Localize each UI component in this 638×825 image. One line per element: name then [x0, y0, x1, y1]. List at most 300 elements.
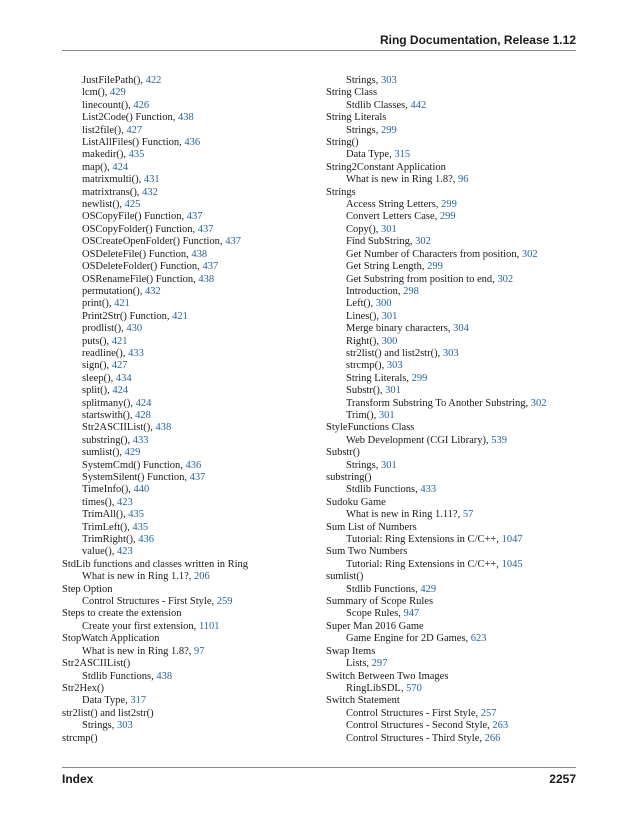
page-link[interactable]: 97: [193, 645, 205, 657]
page-link[interactable]: 423: [117, 496, 133, 508]
index-entry-text: String Literals: [326, 112, 387, 124]
index-entry-text: Get Substring from position to end,: [346, 273, 498, 285]
index-entry-text: String Literals,: [346, 372, 412, 384]
index-entry-text: linecount(),: [82, 99, 134, 111]
index-entry-text: Sudoku Game: [326, 496, 386, 508]
page-link[interactable]: 297: [371, 658, 388, 670]
page-link[interactable]: 1101: [198, 620, 220, 632]
index-column-right: [326, 75, 586, 745]
index-subentry: [326, 261, 586, 273]
index-entry-text: What is new in Ring 1.11?,: [346, 509, 463, 521]
page-link[interactable]: 317: [130, 695, 147, 707]
index-entry-text: Summary of Scope Rules: [326, 596, 434, 608]
page-link[interactable]: 424: [112, 161, 129, 173]
index-entry-text: str2list() and list2str(),: [346, 347, 443, 359]
page-link[interactable]: 436: [138, 534, 154, 546]
index-entry-text: Stdlib Classes,: [346, 99, 411, 111]
page-link[interactable]: 299: [411, 372, 428, 384]
index-subentry: [76, 298, 336, 310]
page-link[interactable]: 436: [185, 459, 202, 471]
index-entry-text: Substr(),: [346, 385, 386, 397]
index-entry-text: Data Type,: [346, 149, 395, 161]
page-link[interactable]: 433: [420, 484, 437, 496]
page-link[interactable]: 429: [110, 87, 126, 99]
page-link[interactable]: 437: [202, 261, 219, 273]
page-link[interactable]: 422: [145, 75, 162, 86]
page-link[interactable]: 438: [155, 422, 172, 434]
index-entry-text: prodlist(),: [82, 323, 127, 335]
index-term: [326, 546, 586, 558]
page-link[interactable]: 425: [124, 199, 141, 211]
page-link[interactable]: 266: [484, 732, 501, 744]
index-entry-text: Strings,: [346, 75, 382, 86]
page-link[interactable]: 947: [403, 608, 420, 620]
page-link[interactable]: 303: [442, 347, 459, 359]
index-subentry: [326, 100, 586, 112]
index-term: [326, 596, 586, 608]
index-subentry: [76, 174, 336, 186]
index-entry-text: Steps to create the extension: [62, 608, 182, 620]
index-subentry: [76, 187, 336, 199]
index-subentry: [326, 249, 586, 261]
index-entry-text: What is new in Ring 1.1?,: [82, 571, 194, 583]
index-subentry: [76, 422, 336, 434]
index-entry-text: TrimLeft(),: [82, 521, 133, 533]
index-term: [62, 683, 336, 695]
index-entry-text: substring(): [326, 472, 372, 483]
index-subentry: [326, 435, 586, 447]
index-subentry: [326, 584, 586, 596]
index-subentry: [326, 708, 586, 720]
index-subentry: [76, 236, 336, 248]
index-entry-text: makedir(),: [82, 149, 129, 161]
index-entry-text: sumlist(),: [82, 447, 125, 459]
index-entry-text: What is new in Ring 1.8?,: [82, 645, 194, 657]
index-entry-text: newlist(),: [82, 199, 125, 211]
index-entry-text: Tutorial: Ring Extensions in C/C++,: [346, 558, 502, 570]
page-link[interactable]: 429: [420, 583, 437, 595]
index-entry-text: Control Structures - First Style,: [82, 596, 217, 608]
index-term: [326, 646, 586, 658]
page-link[interactable]: 431: [143, 174, 160, 186]
index-subentry: [76, 149, 336, 161]
index-subentry: [76, 546, 336, 558]
index-entry-text: Step Option: [62, 583, 113, 595]
index-subentry: [76, 596, 336, 608]
index-entry-text: Transform Substring To Another Substring,: [346, 397, 531, 409]
page-link[interactable]: 442: [410, 99, 427, 111]
page-link[interactable]: 438: [177, 112, 194, 124]
page-link[interactable]: 437: [197, 223, 214, 235]
index-entry-text: Access String Letters,: [346, 199, 442, 211]
index-entry-text: ListAllFiles() Function,: [82, 137, 185, 149]
index-subentry: [76, 484, 336, 496]
index-term: [62, 584, 336, 596]
page-link[interactable]: 436: [184, 137, 201, 149]
index-entry-text: TrimAll(),: [82, 509, 129, 521]
index-entry-text: matrixmulti(),: [82, 174, 144, 186]
index-subentry: [76, 162, 336, 174]
index-subentry: [326, 149, 586, 161]
index-subentry: [76, 398, 336, 410]
index-term: [326, 187, 586, 199]
index-term: [62, 733, 336, 745]
page-link[interactable]: 300: [381, 335, 398, 347]
index-entry-text: Strings,: [346, 124, 382, 136]
index-entry-text: Stdlib Functions,: [82, 670, 157, 682]
index-entry-text: sumlist(): [326, 571, 364, 583]
page-link[interactable]: 263: [492, 720, 509, 732]
index-term: [326, 87, 586, 99]
index-subentry: [326, 608, 586, 620]
index-entry-text: Stdlib Functions,: [346, 484, 421, 496]
index-entry-text: Create your first extension,: [82, 620, 199, 632]
index-entry-text: OSCreateOpenFolder() Function,: [82, 236, 226, 248]
page-link[interactable]: 257: [480, 707, 497, 719]
page-link[interactable]: 301: [378, 409, 395, 421]
page-link[interactable]: 438: [191, 248, 208, 260]
index-entry-text: What is new in Ring 1.8?,: [346, 174, 458, 186]
index-term: [326, 571, 586, 583]
index-term: [326, 112, 586, 124]
index-subentry: [76, 522, 336, 534]
index-entry-text: Lines(),: [346, 310, 382, 322]
index-subentry: [76, 621, 336, 633]
index-subentry: [76, 348, 336, 360]
index-term: [326, 621, 586, 633]
index-subentry: [76, 224, 336, 236]
page-link[interactable]: 299: [441, 199, 457, 211]
page-link[interactable]: 433: [132, 434, 149, 446]
index-subentry: [326, 484, 586, 496]
page-link[interactable]: 437: [186, 211, 203, 223]
index-entry-text: Trim(),: [346, 409, 379, 421]
page-link[interactable]: 302: [497, 273, 514, 285]
index-entry-text: map(),: [82, 161, 113, 173]
page-link[interactable]: 57: [462, 509, 474, 521]
page-link[interactable]: 259: [216, 596, 233, 608]
index-entry-text: Web Development (CGI Library),: [346, 434, 492, 446]
index-subentry: [76, 100, 336, 112]
page-link[interactable]: 437: [189, 472, 206, 483]
index-entry-text: Control Structures - First Style,: [346, 707, 481, 719]
index-subentry: [326, 298, 586, 310]
index-subentry: [76, 323, 336, 335]
index-subentry: [326, 323, 586, 335]
index-subentry: [326, 373, 586, 385]
index-subentry: [76, 75, 336, 87]
page-link[interactable]: 424: [135, 397, 152, 409]
index-entry-text: Print2Str() Function,: [82, 310, 173, 322]
index-subentry: [326, 633, 586, 645]
index-entry-text: OSDeleteFile() Function,: [82, 248, 192, 260]
index-subentry: [76, 336, 336, 348]
index-entry-text: Super Man 2016 Game: [326, 620, 424, 632]
index-entry-text: times(),: [82, 496, 117, 508]
index-subentry: [76, 211, 336, 223]
index-subentry: [76, 671, 336, 683]
footer-page-number: 2257: [549, 772, 576, 786]
index-entry-text: Substr(): [326, 447, 360, 459]
index-entry-text: String(): [326, 137, 359, 149]
index-entry-text: Get Number of Characters from position,: [346, 248, 522, 260]
page-link[interactable]: 426: [133, 99, 150, 111]
index-entry-text: TimeInfo(),: [82, 484, 134, 496]
index-subentry: [76, 199, 336, 211]
index-subentry: [326, 398, 586, 410]
index-subentry: [76, 373, 336, 385]
index-subentry: [326, 199, 586, 211]
page-link[interactable]: 423: [116, 546, 133, 558]
index-entry-text: Right(),: [346, 335, 382, 347]
page-link[interactable]: 206: [193, 571, 210, 583]
index-entry-text: Strings,: [346, 459, 382, 471]
index-term: [326, 447, 586, 459]
index-term: [326, 422, 586, 434]
index-subentry: [326, 311, 586, 323]
index-entry-text: Str2ASCIIList(),: [82, 422, 156, 434]
page-link[interactable]: 303: [386, 360, 403, 372]
index-subentry: [76, 274, 336, 286]
page-link[interactable]: 1047: [501, 534, 523, 546]
index-subentry: [76, 112, 336, 124]
index-subentry: [76, 447, 336, 459]
index-subentry: [326, 211, 586, 223]
page-link[interactable]: 427: [111, 360, 128, 372]
index-entry-text: Merge binary characters,: [346, 323, 454, 335]
footer-section-label: Index: [62, 772, 94, 786]
index-subentry: [76, 472, 336, 484]
index-subentry: [76, 311, 336, 323]
index-subentry: [326, 733, 586, 745]
page-link[interactable]: 570: [406, 682, 422, 694]
index-subentry: [326, 224, 586, 236]
index-term: [62, 633, 336, 645]
page-link[interactable]: 302: [530, 397, 547, 409]
index-term: [326, 522, 586, 534]
index-entry-text: Introduction,: [346, 285, 404, 297]
index-term: [62, 708, 336, 720]
index-entry-text: OSRenameFile() Function,: [82, 273, 199, 285]
index-entry-text: SystemCmd() Function,: [82, 459, 186, 471]
index-entry-text: Scope Rules,: [346, 608, 404, 620]
running-header-title: Ring Documentation, Release 1.12: [379, 33, 576, 47]
index-subentry: [326, 348, 586, 360]
index-term: [62, 658, 336, 670]
page-link[interactable]: 300: [375, 298, 392, 310]
index-entry-text: puts(),: [82, 335, 112, 347]
index-subentry: [326, 559, 586, 571]
index-subentry: [326, 236, 586, 248]
page-link[interactable]: 424: [112, 385, 129, 397]
index-subentry: [76, 286, 336, 298]
index-subentry: [326, 460, 586, 472]
page-link[interactable]: 430: [126, 323, 143, 335]
page-link[interactable]: 301: [381, 310, 398, 322]
index-entry-text: lcm(),: [82, 87, 110, 99]
index-term: [326, 671, 586, 683]
index-entry-text: OSDeleteFolder() Function,: [82, 261, 203, 273]
index-subentry: [76, 460, 336, 472]
page-link[interactable]: 302: [521, 248, 538, 260]
header-divider: [62, 50, 576, 51]
index-subentry: [326, 174, 586, 186]
page-link[interactable]: 299: [439, 211, 456, 223]
index-entry-text: Get String Length,: [346, 261, 428, 273]
index-subentry: [76, 261, 336, 273]
index-entry-text: Copy(),: [346, 223, 381, 235]
index-term: [326, 162, 586, 174]
page-link[interactable]: 304: [453, 323, 469, 335]
index-entry-text: OSCopyFolder() Function,: [82, 223, 198, 235]
index-term: [326, 472, 586, 484]
index-entry-text: SystemSilent() Function,: [82, 472, 190, 483]
index-entry-text: TrimRight(),: [82, 534, 139, 546]
index-entry-text: String2Constant Application: [326, 161, 446, 173]
index-subentry: [76, 435, 336, 447]
index-entry-text: Strings,: [82, 720, 118, 732]
page-link[interactable]: 301: [381, 459, 397, 471]
index-entry-text: Find SubString,: [346, 236, 416, 248]
index-entry-text: Left(),: [346, 298, 376, 310]
page-link[interactable]: 433: [128, 347, 144, 359]
index-entry-text: StyleFunctions Class: [326, 422, 415, 434]
index-subentry: [76, 497, 336, 509]
index-term: [62, 608, 336, 620]
index-entry-text: Convert Letters Case,: [346, 211, 440, 223]
page-link[interactable]: 427: [126, 124, 143, 136]
page-link[interactable]: 438: [156, 670, 173, 682]
page-link[interactable]: 303: [117, 720, 133, 732]
page-link[interactable]: 435: [128, 509, 145, 521]
index-subentry: [326, 720, 586, 732]
page-link[interactable]: 301: [381, 223, 397, 235]
page-link[interactable]: 429: [124, 447, 141, 459]
page-link[interactable]: 623: [470, 633, 487, 645]
index-entry-text: startswith(),: [82, 409, 136, 421]
page-link[interactable]: 96: [457, 174, 469, 186]
index-subentry: [326, 286, 586, 298]
index-subentry: [326, 75, 586, 87]
index-subentry: [76, 137, 336, 149]
page-link[interactable]: 299: [381, 124, 397, 136]
index-entry-text: Control Structures - Third Style,: [346, 732, 485, 744]
index-entry-text: print(),: [82, 298, 115, 310]
index-entry-text: OSCopyFile() Function,: [82, 211, 187, 223]
page-link[interactable]: 303: [381, 75, 397, 86]
index-subentry: [76, 720, 336, 732]
page-link[interactable]: 435: [132, 521, 149, 533]
index-subentry: [326, 658, 586, 670]
index-entry-text: strcmp(): [62, 732, 98, 744]
index-entry-text: sign(),: [82, 360, 112, 372]
index-entry-text: String Class: [326, 87, 378, 99]
page-link[interactable]: 432: [142, 186, 158, 198]
index-entry-text: RingLibSDL,: [346, 682, 407, 694]
index-entry-text: Stdlib Functions,: [346, 583, 421, 595]
index-entry-text: List2Code() Function,: [82, 112, 178, 124]
index-term: [326, 695, 586, 707]
index-entry-text: readline(),: [82, 347, 129, 359]
index-entry-text: Switch Between Two Images: [326, 670, 449, 682]
page-link[interactable]: 301: [385, 385, 401, 397]
index-entry-text: list2file(),: [82, 124, 127, 136]
index-entry-text: StopWatch Application: [62, 633, 160, 645]
index-subentry: [76, 509, 336, 521]
page-link[interactable]: 434: [115, 372, 132, 384]
index-subentry: [76, 87, 336, 99]
index-entry-text: substring(),: [82, 434, 133, 446]
index-subentry: [326, 385, 586, 397]
index-entry-text: Str2ASCIIList(): [62, 658, 131, 670]
index-subentry: [76, 534, 336, 546]
index-subentry: [326, 360, 586, 372]
index-entry-text: Sum Two Numbers: [326, 546, 408, 558]
index-subentry: [326, 410, 586, 422]
index-column-left: [62, 75, 336, 745]
page-link[interactable]: 432: [144, 285, 161, 297]
page-link[interactable]: 299: [427, 261, 443, 273]
index-entry-text: sleep(),: [82, 372, 116, 384]
index-entry-text: StdLib functions and classes written in Ring: [62, 558, 249, 570]
index-entry-text: Control Structures - Second Style,: [346, 720, 493, 732]
index-entry-text: value(),: [82, 546, 117, 558]
index-subentry: [76, 360, 336, 372]
index-subentry: [76, 695, 336, 707]
page-link[interactable]: 428: [135, 409, 151, 421]
index-entry-text: strcmp(),: [346, 360, 387, 372]
index-entry-text: Tutorial: Ring Extensions in C/C++,: [346, 534, 502, 546]
index-entry-text: Swap Items: [326, 645, 376, 657]
index-entry-text: Game Engine for 2D Games,: [346, 633, 471, 645]
page-link[interactable]: 298: [403, 285, 419, 297]
index-subentry: [326, 336, 586, 348]
index-entry-text: permutation(),: [82, 285, 145, 297]
index-entry-text: JustFilePath(),: [82, 75, 146, 86]
index-subentry: [76, 385, 336, 397]
index-subentry: [326, 274, 586, 286]
index-term: [326, 497, 586, 509]
index-entry-text: split(),: [82, 385, 113, 397]
page-link[interactable]: 421: [114, 298, 130, 310]
page-link[interactable]: 438: [198, 273, 215, 285]
index-subentry: [76, 249, 336, 261]
index-term: [62, 559, 336, 571]
index-subentry: [326, 534, 586, 546]
index-entry-text: matrixtrans(),: [82, 186, 143, 198]
page-link[interactable]: 302: [415, 236, 431, 248]
page-link[interactable]: 435: [128, 149, 145, 161]
page-link[interactable]: 440: [133, 484, 150, 496]
index-entry-text: splitmany(),: [82, 397, 136, 409]
index-entry-text: Data Type,: [82, 695, 131, 707]
index-entry-text: Lists,: [346, 658, 372, 670]
page-link[interactable]: 539: [491, 434, 507, 446]
index-subentry: [76, 646, 336, 658]
index-subentry: [326, 125, 586, 137]
page-link[interactable]: 315: [394, 149, 411, 161]
index-entry-text: Sum List of Numbers: [326, 521, 417, 533]
page-link[interactable]: 421: [111, 335, 128, 347]
index-subentry: [326, 683, 586, 695]
page-link[interactable]: 1045: [501, 558, 523, 570]
index-entry-text: str2list() and list2str(): [62, 707, 154, 719]
index-subentry: [76, 125, 336, 137]
page-link[interactable]: 437: [225, 236, 241, 248]
page-link[interactable]: 421: [172, 310, 188, 322]
footer-divider: [62, 767, 576, 768]
index-subentry: [76, 410, 336, 422]
